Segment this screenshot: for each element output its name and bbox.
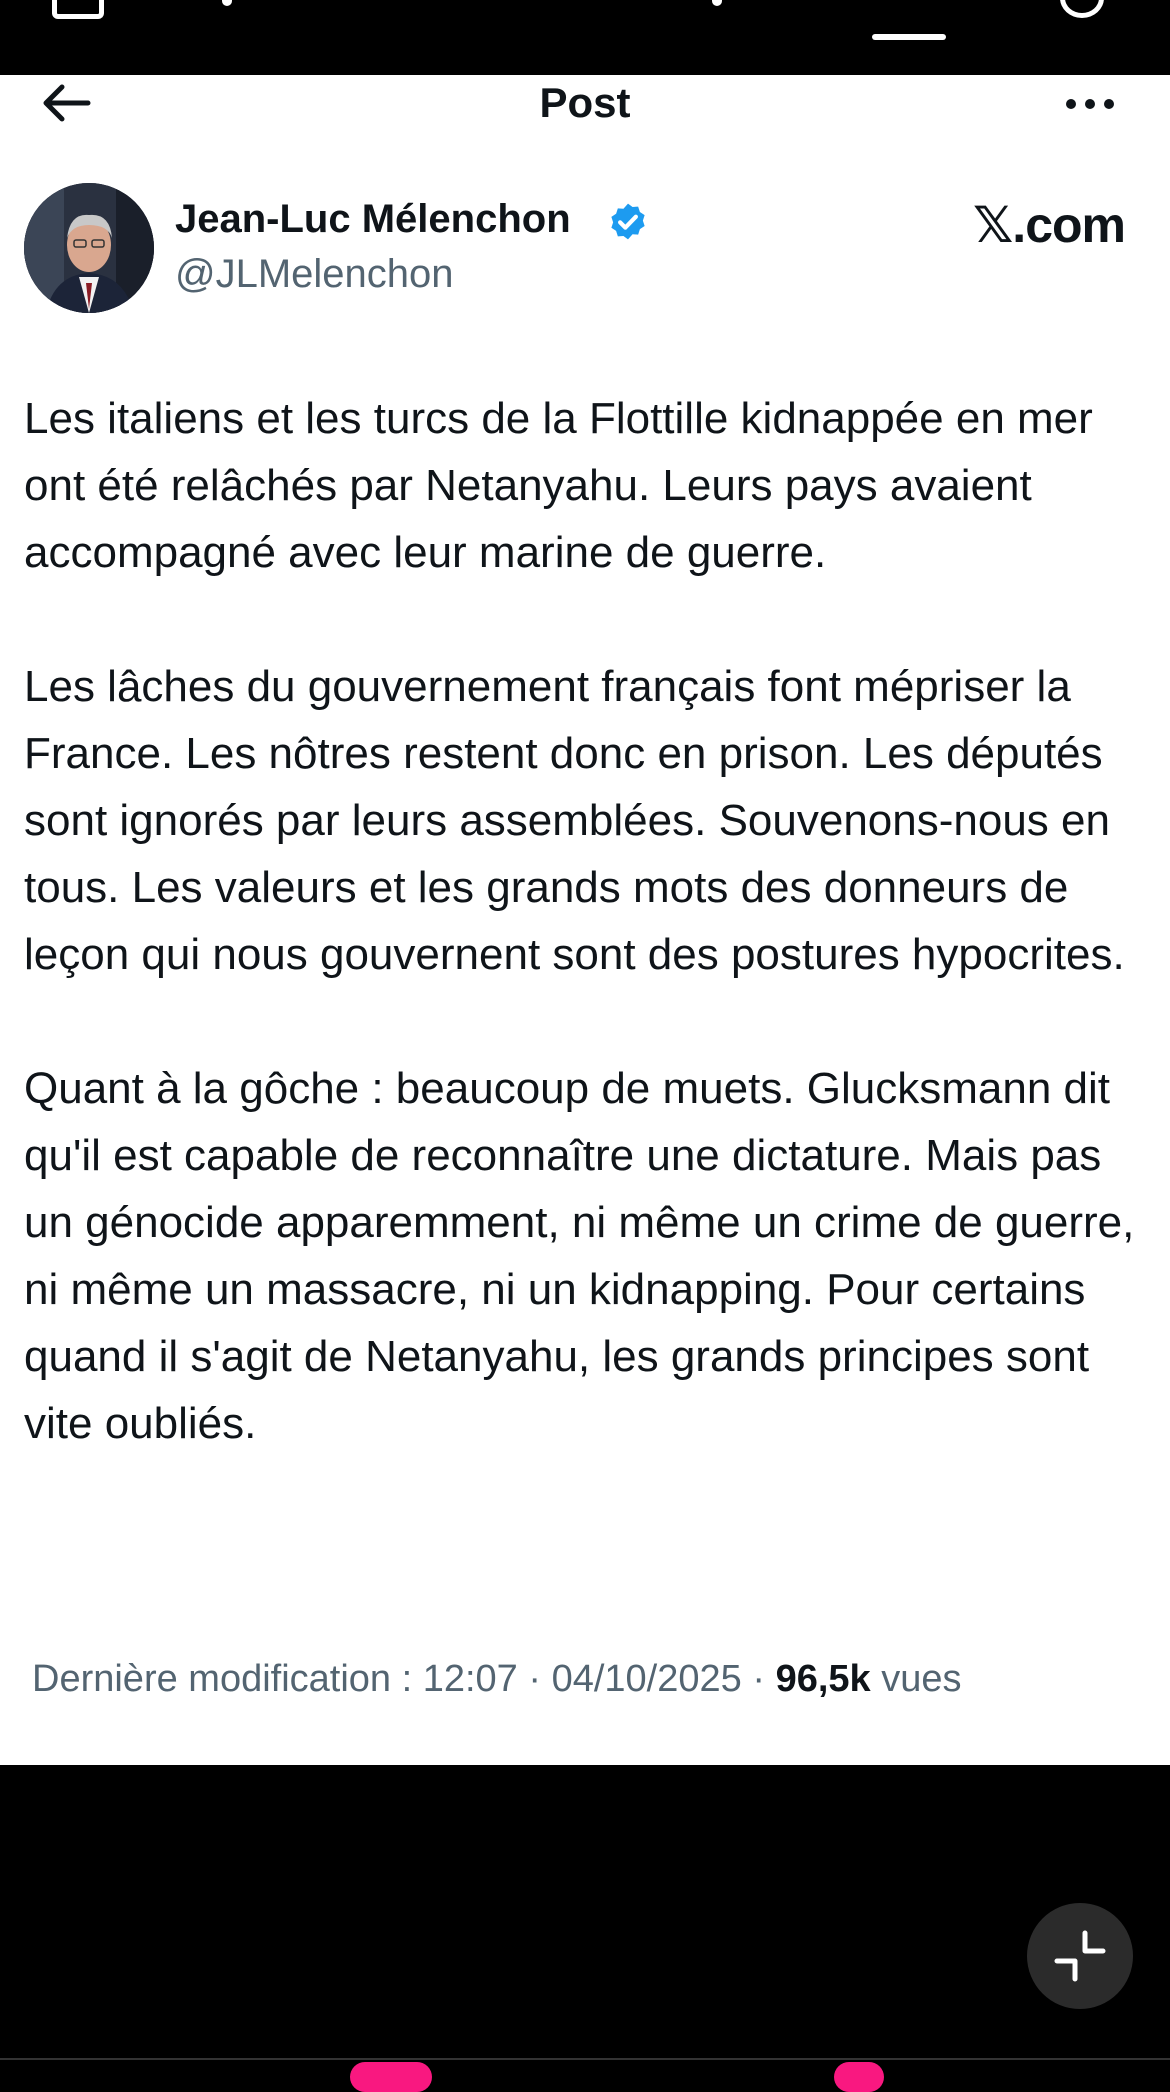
bottom-nav-strip: [0, 2058, 1170, 2082]
views-label: vues: [870, 1658, 962, 1700]
post-meta: [32, 1655, 961, 1703]
post-card: [0, 75, 1170, 1765]
menu-icon[interactable]: [52, 0, 104, 19]
post-header: [0, 75, 1170, 135]
modified-timestamp[interactable]: Dernière modification : 12:07 · 04/10/2025: [32, 1658, 742, 1700]
active-tab-underline: [872, 34, 946, 40]
post-paragraph: Quant à la gôche : beaucoup de muets. Glucksmann dit qu'il est capable de reconnaître une dictature. Mais pas un génocide apparemment, ni même un crime de guerre, ni même un massacre, ni un kidnapping. Pour certains quand il s'agit de Netanyahu, les grands principes sont vite oubliés.: [24, 1064, 1135, 1448]
minimize-button[interactable]: [1027, 1903, 1133, 2009]
notification-badge: [350, 2062, 432, 2092]
minimize-icon: [1027, 1903, 1133, 2009]
notification-badge: [834, 2062, 884, 2092]
search-icon[interactable]: [1060, 0, 1104, 18]
meta-separator: ·: [741, 1658, 776, 1700]
post-paragraph: Les italiens et les turcs de la Flottille kidnappée en mer ont été relâchés par Netanyahu. Leurs pays avaient accompagné avec leur marine de guerre.: [24, 394, 1093, 577]
more-dot: [1104, 99, 1114, 109]
tab-indicator-dot: [712, 0, 722, 6]
status-strip: [0, 0, 1170, 75]
page-title: Post: [539, 79, 631, 126]
tab-indicator-dot: [222, 0, 232, 6]
post-paragraph: Les lâches du gouvernement français font mépriser la France. Les nôtres restent donc en prison. Les députés sont ignorés par leurs assemblées. Souvenons-nous en tous. Les valeurs et les grands mots des donneurs de leçon qui nous gouvernent sont des postures hypocrites.: [24, 662, 1125, 979]
author-name[interactable]: Jean-Luc Mélenchon: [175, 197, 571, 241]
brand-watermark: 𝕏.com: [973, 197, 1125, 253]
author-handle[interactable]: @JLMelenchon: [175, 252, 454, 296]
more-button[interactable]: [1060, 81, 1120, 121]
verified-badge-icon: [607, 201, 649, 243]
avatar-photo: [24, 183, 154, 313]
views-count: 96,5k: [775, 1658, 871, 1700]
more-dot: [1066, 99, 1076, 109]
avatar[interactable]: [24, 183, 154, 313]
post-text: [24, 385, 1154, 1457]
more-dot: [1085, 99, 1095, 109]
